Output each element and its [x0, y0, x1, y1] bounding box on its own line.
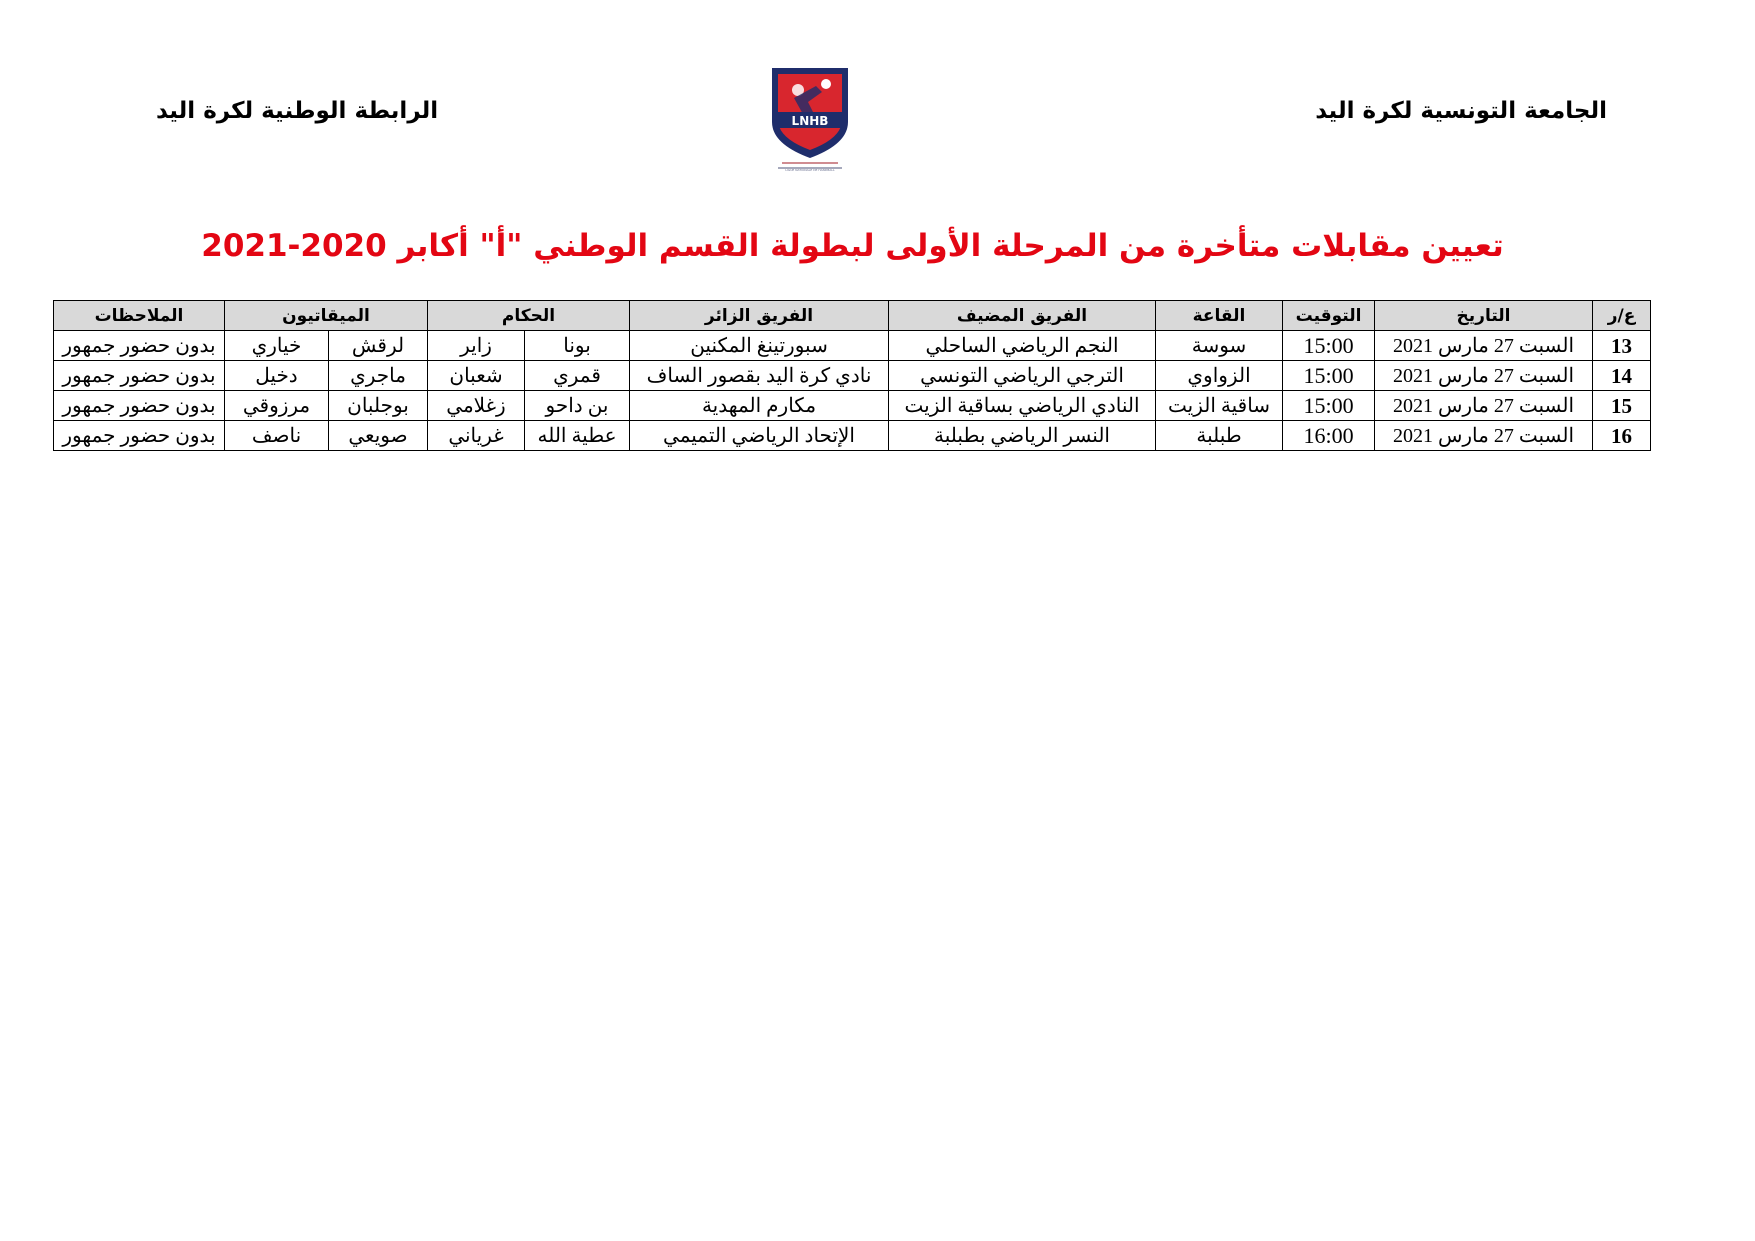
cell-date: السبت 27 مارس 2021 [1375, 361, 1593, 391]
federation-name: الجامعة التونسية لكرة اليد [1315, 98, 1607, 124]
col-header-home: الفريق المضيف [889, 301, 1156, 331]
lnhb-logo [764, 62, 856, 172]
cell-home-team: الترجي الرياضي التونسي [889, 361, 1156, 391]
cell-away-team: سبورتينغ المكنين [630, 331, 889, 361]
cell-timekeeper-2: دخيل [225, 361, 329, 391]
cell-time: 15:00 [1283, 391, 1375, 421]
cell-referee-1: بونا [525, 331, 630, 361]
cell-date: السبت 27 مارس 2021 [1375, 421, 1593, 451]
cell-date: السبت 27 مارس 2021 [1375, 331, 1593, 361]
col-header-referees: الحكام [428, 301, 630, 331]
page-title: تعيين مقابلات متأخرة من المرحلة الأولى لبطولة القسم الوطني "أ" أكابر 2020-2021 [201, 228, 1504, 264]
cell-time: 15:00 [1283, 331, 1375, 361]
cell-notes: بدون حضور جمهور [54, 391, 225, 421]
col-header-notes: الملاحظات [54, 301, 225, 331]
cell-home-team: النسر الرياضي بطبلبة [889, 421, 1156, 451]
cell-referee-1: عطية الله [525, 421, 630, 451]
cell-timekeeper-2: ناصف [225, 421, 329, 451]
cell-venue: طبلبة [1156, 421, 1283, 451]
cell-num: 15 [1593, 391, 1651, 421]
schedule-table [53, 300, 1651, 451]
cell-venue: سوسة [1156, 331, 1283, 361]
cell-away-team: مكارم المهدية [630, 391, 889, 421]
table-row [54, 331, 1651, 361]
cell-timekeeper-1: صويعي [329, 421, 428, 451]
cell-notes: بدون حضور جمهور [54, 331, 225, 361]
table-header-row [54, 301, 1651, 331]
col-header-time: التوقيت [1283, 301, 1375, 331]
cell-home-team: النجم الرياضي الساحلي [889, 331, 1156, 361]
cell-time: 15:00 [1283, 361, 1375, 391]
cell-notes: بدون حضور جمهور [54, 421, 225, 451]
col-header-venue: القاعة [1156, 301, 1283, 331]
cell-referee-1: بن داحو [525, 391, 630, 421]
table-row [54, 361, 1651, 391]
cell-referee-2: زغلامي [428, 391, 525, 421]
cell-away-team: نادي كرة اليد بقصور الساف [630, 361, 889, 391]
cell-timekeeper-1: ماجري [329, 361, 428, 391]
cell-away-team: الإتحاد الرياضي التميمي [630, 421, 889, 451]
cell-referee-2: زاير [428, 331, 525, 361]
cell-venue: الزواوي [1156, 361, 1283, 391]
col-header-date: التاريخ [1375, 301, 1593, 331]
cell-notes: بدون حضور جمهور [54, 361, 225, 391]
cell-timekeeper-1: لرقش [329, 331, 428, 361]
logo-subtext: LIGUE NATIONALE DE HANDBALL [785, 168, 835, 172]
cell-num: 16 [1593, 421, 1651, 451]
cell-num: 13 [1593, 331, 1651, 361]
cell-venue: ساقية الزيت [1156, 391, 1283, 421]
league-name: الرابطة الوطنية لكرة اليد [156, 98, 439, 124]
table-row [54, 391, 1651, 421]
cell-time: 16:00 [1283, 421, 1375, 451]
cell-home-team: النادي الرياضي بساقية الزيت [889, 391, 1156, 421]
table-row [54, 421, 1651, 451]
col-header-timekeepers: الميقاتيون [225, 301, 428, 331]
cell-timekeeper-2: خياري [225, 331, 329, 361]
logo-text: LNHB [791, 114, 829, 128]
col-header-num: ع/ر [1593, 301, 1651, 331]
cell-num: 14 [1593, 361, 1651, 391]
cell-referee-1: قمري [525, 361, 630, 391]
cell-referee-2: غرياني [428, 421, 525, 451]
cell-timekeeper-1: بوجلبان [329, 391, 428, 421]
cell-timekeeper-2: مرزوقي [225, 391, 329, 421]
cell-referee-2: شعبان [428, 361, 525, 391]
col-header-away: الفريق الزائر [630, 301, 889, 331]
cell-date: السبت 27 مارس 2021 [1375, 391, 1593, 421]
